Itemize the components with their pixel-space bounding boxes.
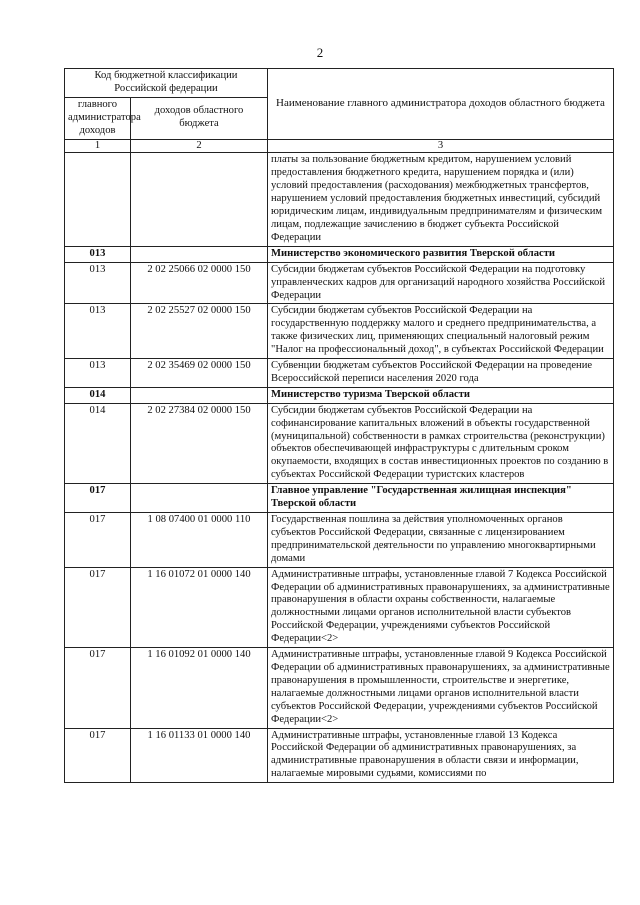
column-number: 1 (65, 139, 131, 153)
name-cell: Главное управление "Государственная жилищная инспекция" Тверской области (268, 484, 614, 513)
table-row (65, 648, 614, 728)
income-code-cell: 2 02 25527 02 0000 150 (131, 304, 268, 359)
name-cell: Субвенции бюджетам субъектов Российской Федерации на проведение Всероссийской переписи населения 2020 года (268, 359, 614, 388)
table-row (65, 153, 614, 246)
name-cell: Административные штрафы, установленные главой 9 Кодекса Российской Федерации об административных правонарушениях, за административные правонарушения в промышленности, строительстве и энергетике, налагаемые должностными лицами органов исполнительной власти субъектов Российской Федерации, учреждениями субъектов Российской Федерации<2> (268, 648, 614, 728)
admin-code-cell: 017 (65, 728, 131, 783)
admin-code-cell: 013 (65, 304, 131, 359)
column-number: 3 (268, 139, 614, 153)
budget-classification-table (64, 68, 614, 783)
admin-code-cell: 014 (65, 387, 131, 403)
column-number: 2 (131, 139, 268, 153)
income-code-cell: 2 02 35469 02 0000 150 (131, 359, 268, 388)
header-administrator-name: Наименование главного администратора доходов областного бюджета (268, 69, 614, 140)
table-row (65, 262, 614, 304)
table-row (65, 728, 614, 783)
income-code-cell: 1 16 01072 01 0000 140 (131, 567, 268, 647)
income-code-cell (131, 484, 268, 513)
name-cell: Министерство экономического развития Тверской области (268, 246, 614, 262)
name-cell: Административные штрафы, установленные главой 7 Кодекса Российской Федерации об административных правонарушениях, за административные правонарушения в области охраны собственности, налагаемые должностными лицами органов исполнительной власти субъектов Российской Федерации, учреждениями субъектов Российской Федерации<2> (268, 567, 614, 647)
admin-code-cell (65, 153, 131, 246)
admin-code-cell: 017 (65, 484, 131, 513)
name-cell: Субсидии бюджетам субъектов Российской Федерации на подготовку управленческих кадров для организаций народного хозяйства Российской Федерации (268, 262, 614, 304)
admin-code-cell: 013 (65, 359, 131, 388)
table-row (65, 403, 614, 483)
income-code-cell: 1 16 01092 01 0000 140 (131, 648, 268, 728)
income-code-cell (131, 387, 268, 403)
income-code-cell: 2 02 25066 02 0000 150 (131, 262, 268, 304)
admin-code-cell: 017 (65, 567, 131, 647)
table-row (65, 359, 614, 388)
section-row (65, 246, 614, 262)
income-code-cell: 1 16 01133 01 0000 140 (131, 728, 268, 783)
table-row (65, 513, 614, 568)
name-cell: Субсидии бюджетам субъектов Российской Федерации на софинансирование капитальных вложений в объекты государственной (муниципальной) собственности в рамках строительства (реконструкции) объектов обеспечивающей инфраструктуры с длительным сроком окупаемости, входящих в состав инвестиционных проектов по созданию в субъектах Российской Федерации туристских кластеров (268, 403, 614, 483)
page-number: 2 (316, 45, 324, 60)
income-code-cell: 1 08 07400 01 0000 110 (131, 513, 268, 568)
header-main-administrator: главного администратора доходов (65, 97, 131, 139)
name-cell: Субсидии бюджетам субъектов Российской Федерации на государственную поддержку малого и среднего предпринимательства, а также физических лиц, применяющих специальный налоговый режим "Налог на профессиональный доход", в субъектах Российской Федерации (268, 304, 614, 359)
section-row (65, 387, 614, 403)
admin-code-cell: 017 (65, 513, 131, 568)
section-row (65, 484, 614, 513)
name-cell: платы за пользование бюджетным кредитом, нарушением условий предоставления бюджетного кредита, нарушением порядка и (или) условий предоставления (расходования) межбюджетных трансфертов, нарушением условий предоставления бюджетных инвестиций, субсидий юридическим лицам, индивидуальным предпринимателям и физическим лицам, подлежащие зачислению в бюджет субъекта Российской Федерации (268, 153, 614, 246)
name-cell: Министерство туризма Тверской области (268, 387, 614, 403)
header-budget-classification: Код бюджетной классификации Российской федерации (65, 69, 268, 98)
table-row (65, 567, 614, 647)
income-code-cell (131, 153, 268, 246)
admin-code-cell: 013 (65, 262, 131, 304)
income-code-cell (131, 246, 268, 262)
name-cell: Административные штрафы, установленные главой 13 Кодекса Российской Федерации об административных правонарушениях, за административные правонарушения в области связи и информации, налагаемые мировыми судьями, комиссиями по (268, 728, 614, 783)
name-cell: Государственная пошлина за действия уполномоченных органов субъектов Российской Федерации, связанные с лицензированием предпринимательской деятельности по управлению многоквартирными домами (268, 513, 614, 568)
table-row (65, 304, 614, 359)
income-code-cell: 2 02 27384 02 0000 150 (131, 403, 268, 483)
column-number-row (65, 139, 614, 153)
admin-code-cell: 014 (65, 403, 131, 483)
header-regional-income: доходов областного бюджета (131, 97, 268, 139)
admin-code-cell: 013 (65, 246, 131, 262)
admin-code-cell: 017 (65, 648, 131, 728)
